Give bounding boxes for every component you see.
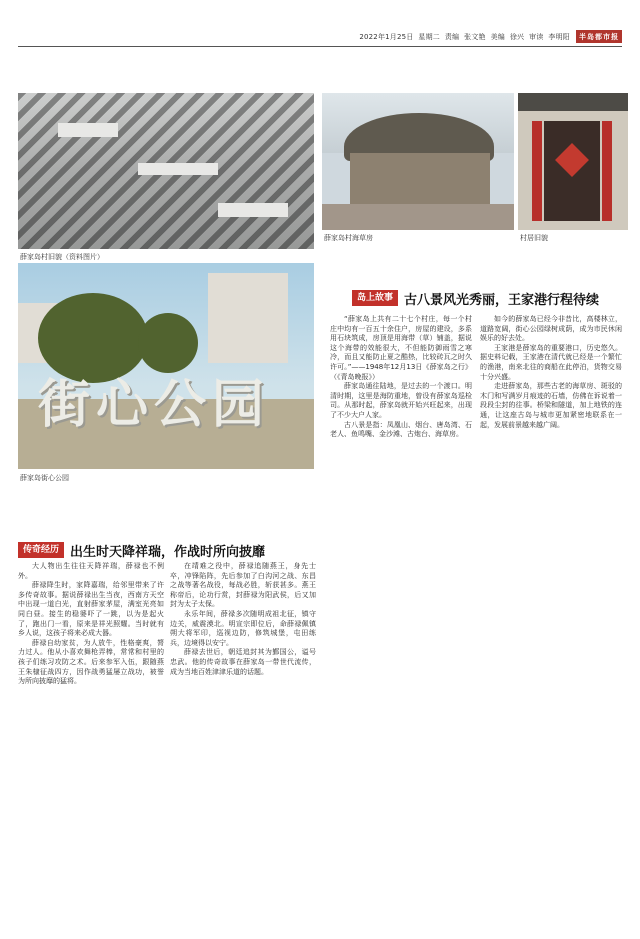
tree <box>138 313 198 373</box>
article-column-right-2 <box>480 315 622 922</box>
straw-house-photo <box>322 93 514 230</box>
article-column-left-2 <box>170 562 316 922</box>
masthead-rule <box>18 46 622 47</box>
street-park-caption: 薛家岛街心公园 <box>20 474 69 482</box>
paragraph: 薛禄降生时，家降嘉瑞，给邻里带来了许多传奇故事。据说薛禄出生当夜，西南方天空中出现一道白光，直射薛家茅屋，满室光亮如同白昼。接生的稳婆吓了一跳，以为是起火了，跑出门一看，原来是祥光照耀。当时就有乡人说，这孩子将来必成大器。 <box>18 581 164 638</box>
paragraph: “薛家岛上共有二十七个村庄，每一个村庄中均有一百五十余住户，房屋的建设，多系用石块筑成，房顶是用海带（草）铺盖，据说这个海带的效能很大，不但能防御雨雪之寒冷，而且又能防止夏之酷热，比较砖瓦之时久许可。”——1948年12月13日《薛家岛之行》（《青岛晚报》） <box>330 315 472 381</box>
wall-strip <box>58 123 118 137</box>
old-village-caption: 薛家岛村旧貌（资料图片） <box>20 253 104 261</box>
paragraph: 薛家岛通往陆地，是过去的一个渡口。明清时期，这里是海防重地，曾设有薛家岛巡检司。从那时起，薛家岛就开始兴旺起来，出现了不少大户人家。 <box>330 382 472 419</box>
old-door-photo <box>518 93 628 230</box>
old-door-caption: 村居旧貌 <box>520 234 548 242</box>
old-village-photo <box>18 93 314 249</box>
tree <box>38 293 148 383</box>
paragraph: 大人物出生往往天降祥瑞，薛禄也不例外。 <box>18 562 164 580</box>
paragraph: 如今的薛家岛已经今非昔比，高楼林立，道路宽阔，街心公园绿树成荫，成为市民休闲娱乐的好去处。 <box>480 315 622 343</box>
paragraph: 薛禄自幼家贫，为人放牛，性格豪爽，膂力过人。他从小喜欢舞枪弄棒，常常和村里的孩子们练习攻防之术。后来参军入伍，跟随燕王朱棣征战四方，因作战勇猛屡立战功，被誉为所向披靡的猛将。 <box>18 638 164 686</box>
editor-label: 责编 <box>444 33 460 41</box>
section-title: 出生时天降祥瑞，作战时所向披靡 <box>70 544 266 560</box>
section-tag: 传奇经历 <box>18 542 64 558</box>
paragraph: 在靖难之役中，薛禄追随燕王，身先士卒，冲锋陷阵，先后参加了白沟河之战、东昌之战等著名战役，每战必胜，斩获甚多。燕王称帝后，论功行赏，封薛禄为阳武侯，后又加封为太子太保。 <box>170 562 316 609</box>
paragraph: 永乐年间，薛禄多次随明成祖北征，镇守边关，威震漠北。明宣宗即位后，命薛禄佩镇朔大将军印，巡视边防，修筑城堡，屯田练兵，边境得以安宁。 <box>170 609 316 647</box>
couplet-right <box>602 121 612 221</box>
eave <box>518 93 628 111</box>
paragraph: 王家港是薛家岛的重要港口，历史悠久。据史料记载，王家港在清代就已经是一个繁忙的渔港，南来北往的商船在此停泊，货物交易十分兴盛。 <box>480 343 622 381</box>
issue-weekday: 星期二 <box>418 33 440 41</box>
couplet-left <box>532 121 542 221</box>
island-story-header <box>352 290 599 306</box>
designer-label: 美编 <box>490 33 505 41</box>
apartment-building <box>208 273 288 363</box>
park-sign: 街心公园 <box>38 375 271 435</box>
article-column-left-1 <box>18 562 164 922</box>
paragraph: 走进薛家岛，那些古老的海草房、斑驳的木门和写满岁月痕迹的石墙，仿佛在诉说着一段段尘封的往事。桥梁和隧道，加上地铁的连通，让这座古岛与城市更加紧密地联系在一起，发展前景越来越广阔。 <box>480 382 622 429</box>
paragraph: 薛禄去世后，朝廷追封其为鄞国公，谥号忠武。他的传奇故事在薛家岛一带世代流传，成为当地百姓津津乐道的话题。 <box>170 648 316 676</box>
proof-label: 审读 <box>529 33 544 41</box>
proofer-name: 李明阳 <box>548 33 570 41</box>
legend-header <box>18 542 265 558</box>
wall-strip <box>218 203 288 217</box>
street-park-photo <box>18 263 314 469</box>
article-column-right-1 <box>330 315 472 922</box>
ground <box>322 204 514 230</box>
paragraph: 古八景是指：凤凰山、烟台、唐岛湾、石老人、鱼鸣嘴、金沙滩、古炮台、海草房。 <box>330 420 472 439</box>
issue-date: 2022年1月25日 <box>359 33 414 41</box>
masthead <box>0 30 640 46</box>
stone-wall <box>350 153 490 205</box>
editor-name: 张文艳 <box>464 33 486 41</box>
wall-strip <box>138 163 218 175</box>
section-tag: 岛上故事 <box>352 290 398 306</box>
straw-house-caption: 薛家岛村海草房 <box>324 234 373 242</box>
masthead-meta <box>359 32 570 42</box>
paper-logo: 半岛都市报 <box>576 30 622 43</box>
designer-name: 徐兴 <box>509 33 525 41</box>
section-title: 古八景风光秀丽，王家港行程待续 <box>404 292 600 308</box>
